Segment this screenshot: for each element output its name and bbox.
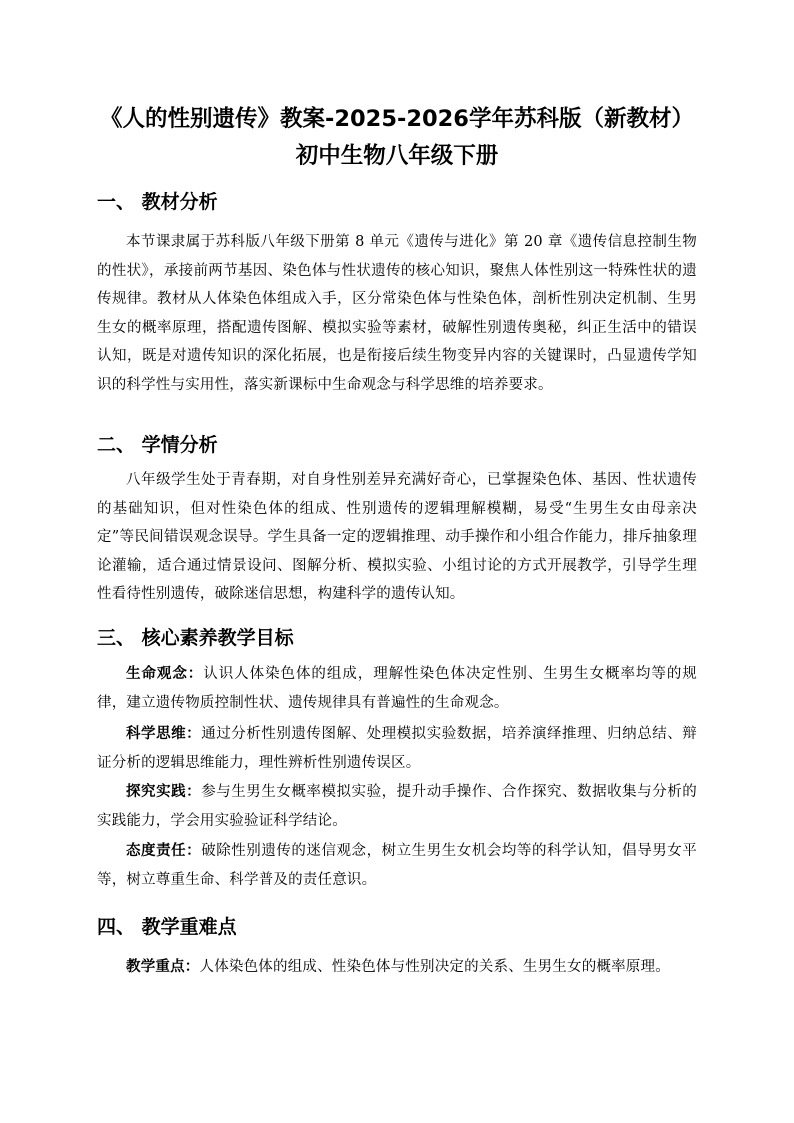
objective-text: 破除性别遗传的迷信观念，树立生男生女机会均等的科学认知，倡导男女平等，树立尊重生命、科学普及的责任意识。 xyxy=(97,843,698,888)
teaching-key-point xyxy=(97,953,697,982)
section-heading-key-points: 四、 教学重难点 xyxy=(97,916,237,938)
document-title xyxy=(60,101,734,175)
objective-text: 参与生男生女概率模拟实验，提升动手操作、合作探究、数据收集与分析的实践能力，学会用实验验证科学结论。 xyxy=(97,784,698,829)
objective-label: 态度责任： xyxy=(126,843,202,859)
objective-life-concept xyxy=(97,660,697,717)
section-paragraph-student-analysis: 八年级学生处于青春期，对自身性别差异充满好奇心，已掌握染色体、基因、性状遗传的基础知识，但对性染色体的组成、性别遗传的逻辑理解模糊，易受“生男生女由母亲决定”等民间错误观念误导。学生具备一定的逻辑推理、动手操作和小组合作能力，排斥抽象理论灌输，适合通过情景设问、图解分析、模拟实验、小组讨论的方式开展教学，引导学生理性看待性别遗传，破除迷信思想，构建科学的遗传认知。 xyxy=(97,472,697,603)
objective-scientific-thinking xyxy=(97,720,697,777)
objective-text: 认识人体染色体的组成，理解性染色体决定性别、生男生女概率均等的规律，建立遗传物质控制性状、遗传规律具有普遍性的生命观念。 xyxy=(97,666,697,711)
objective-label: 生命观念： xyxy=(126,666,204,682)
objective-label: 探究实践： xyxy=(126,784,202,800)
key-point-label: 教学重点： xyxy=(126,959,200,975)
section-heading-student-analysis: 二、 学情分析 xyxy=(97,434,218,456)
objective-label: 科学思维： xyxy=(126,726,202,742)
title-line-1: 《人的性别遗传》教案-2025-2026学年苏科版（新教材） xyxy=(100,106,694,132)
objective-attitude-responsibility xyxy=(97,837,697,894)
section-paragraph-textbook-analysis: 本节课隶属于苏科版八年级下册第 8 单元《遗传与进化》第 20 章《遗传信息控制生物的性状》，承接前两节基因、染色体与性状遗传的核心知识，聚焦人体性别这一特殊性状的遗传规律。教材从人体染色体组成入手，区分常染色体与性染色体，剖析性别决定机制、生男生女的概率原理，搭配遗传图解、模拟实验等素材，破解性别遗传奥秘，纠正生活中的错误认知，既是对遗传知识的深化拓展，也是衔接后续生物变异内容的关键课时，凸显遗传学知识的科学性与实用性，落实新课标中生命观念与科学思维的培养要求。 xyxy=(97,234,697,393)
key-point-text: 人体染色体的组成、性染色体与性别决定的关系、生男生女的概率原理。 xyxy=(199,959,670,975)
section-heading-textbook-analysis: 一、 教材分析 xyxy=(97,191,218,213)
title-line-2: 初中生物八年级下册 xyxy=(295,143,499,169)
objective-inquiry-practice xyxy=(97,778,697,835)
section-heading-objectives: 三、 核心素养教学目标 xyxy=(97,627,294,649)
objective-text: 通过分析性别遗传图解、处理模拟实验数据，培养演绎推理、归纳总结、辩证分析的逻辑思维能力，理性辨析性别遗传误区。 xyxy=(97,726,698,771)
